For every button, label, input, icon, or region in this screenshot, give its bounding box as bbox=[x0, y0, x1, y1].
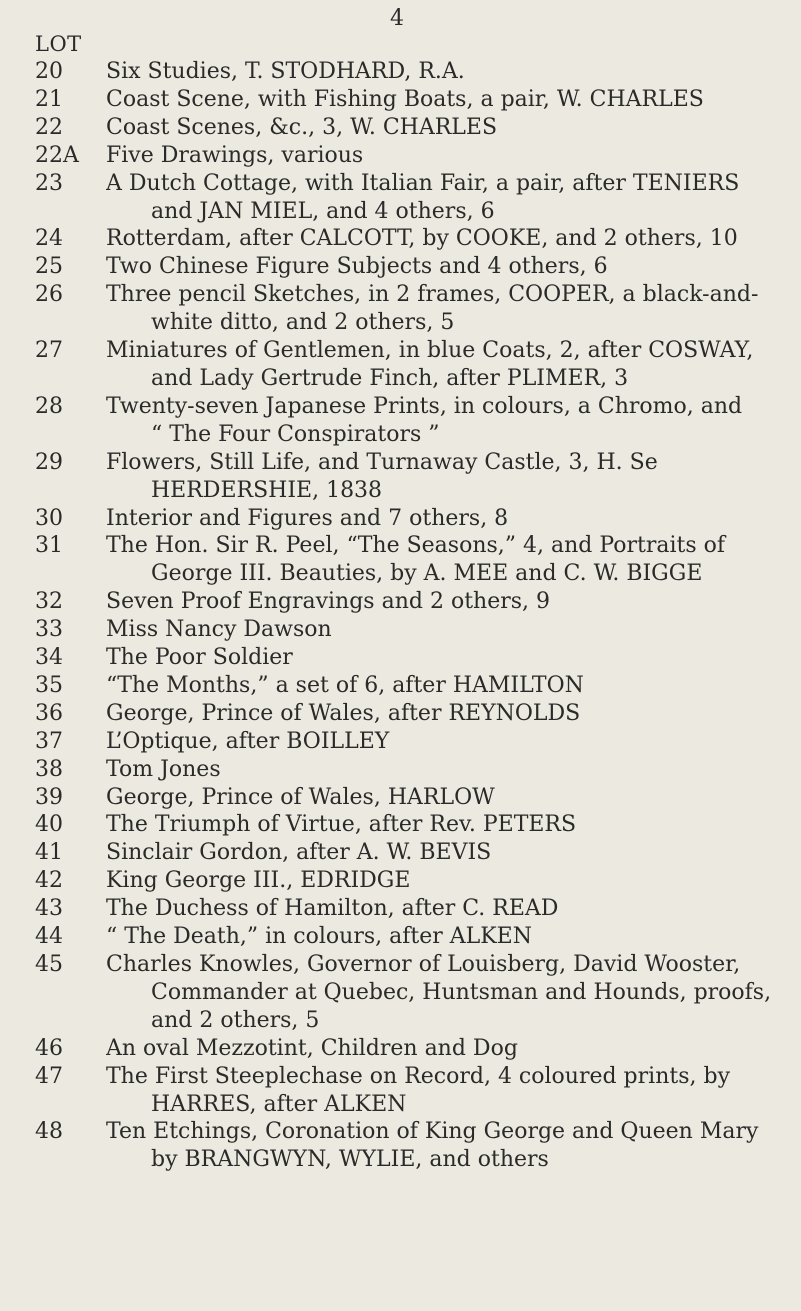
lot-description bbox=[106, 58, 796, 86]
lot-entry bbox=[0, 644, 801, 672]
lot-description-line: Tom Jones bbox=[106, 756, 221, 782]
lot-description bbox=[106, 142, 796, 170]
lot-description-line: King George III., EDRIDGE bbox=[106, 868, 411, 894]
lot-description bbox=[106, 225, 796, 253]
lot-description bbox=[106, 337, 796, 393]
lot-entry bbox=[0, 951, 801, 1035]
lot-description-line: A Dutch Cottage, with Italian Fair, a pair, after TENIERS bbox=[106, 170, 740, 196]
lot-list bbox=[0, 58, 801, 1174]
lot-entry bbox=[0, 1035, 801, 1063]
page-number: 4 bbox=[390, 6, 404, 31]
lot-description-line: The Triumph of Virtue, after Rev. PETERS bbox=[106, 812, 577, 838]
lot-description-line: by BRANGWYN, WYLIE, and others bbox=[151, 1147, 549, 1173]
lot-entry bbox=[0, 1118, 801, 1174]
lot-number: 28 bbox=[35, 393, 63, 419]
lot-number: 33 bbox=[35, 617, 63, 643]
lot-number: 36 bbox=[35, 700, 63, 726]
lot-entry bbox=[0, 170, 801, 226]
lot-entry bbox=[0, 225, 801, 253]
lot-description bbox=[106, 1118, 796, 1174]
lot-number: 42 bbox=[35, 868, 63, 894]
lot-entry bbox=[0, 867, 801, 895]
lot-entry bbox=[0, 756, 801, 784]
lot-description-line: and JAN MIEL, and 4 others, 6 bbox=[151, 198, 495, 224]
lot-number: 20 bbox=[35, 59, 63, 84]
lot-number: 45 bbox=[35, 952, 63, 977]
lot-description-line: The Hon. Sir R. Peel, “The Seasons,” 4, and Portraits of bbox=[106, 533, 726, 559]
lot-number: 34 bbox=[35, 645, 63, 671]
lot-description-line: “The Months,” a set of 6, after HAMILTON bbox=[106, 672, 584, 698]
lot-description bbox=[106, 532, 796, 588]
lot-description-line: Seven Proof Engravings and 2 others, 9 bbox=[106, 589, 551, 615]
lot-description-line: The First Steeplechase on Record, 4 coloured prints, by bbox=[106, 1063, 730, 1089]
lot-number: 23 bbox=[35, 170, 63, 196]
lot-number: 29 bbox=[35, 449, 63, 475]
lot-number: 41 bbox=[35, 840, 63, 866]
lot-description bbox=[106, 114, 796, 142]
lot-number: 26 bbox=[35, 282, 63, 308]
lot-entry bbox=[0, 505, 801, 533]
lot-description bbox=[106, 1063, 796, 1119]
lot-description bbox=[106, 784, 796, 812]
lot-description bbox=[106, 505, 796, 533]
lot-number: 47 bbox=[35, 1063, 63, 1089]
lot-description-line: Coast Scenes, &c., 3, W. CHARLES bbox=[106, 114, 498, 140]
lot-description-line: Flowers, Still Life, and Turnaway Castle, 3, H. Se bbox=[106, 449, 658, 475]
lot-entry bbox=[0, 895, 801, 923]
lot-entry bbox=[0, 281, 801, 337]
lot-entry bbox=[0, 616, 801, 644]
lot-description-line: The Duchess of Hamilton, after C. READ bbox=[106, 896, 559, 922]
lot-entry bbox=[0, 532, 801, 588]
lot-description-line: Six Studies, T. STODHARD, R.A. bbox=[106, 59, 465, 84]
lot-entry bbox=[0, 839, 801, 867]
lot-description-line: “ The Four Conspirators ” bbox=[151, 421, 440, 447]
lot-description bbox=[106, 393, 796, 449]
lot-description bbox=[106, 756, 796, 784]
lot-number: 32 bbox=[35, 589, 63, 615]
lot-description-line: Commander at Quebec, Huntsman and Hounds, proofs, bbox=[151, 979, 772, 1005]
lot-description bbox=[106, 281, 796, 337]
lot-description-line: Three pencil Sketches, in 2 frames, COOPER, a black-and- bbox=[106, 282, 759, 308]
lot-number: 24 bbox=[35, 226, 63, 252]
lot-description bbox=[106, 700, 796, 728]
lot-description bbox=[106, 644, 796, 672]
lot-description-line: Miniatures of Gentlemen, in blue Coats, 2, after COSWAY, bbox=[106, 338, 754, 364]
lot-description bbox=[106, 867, 796, 895]
lot-entry bbox=[0, 1063, 801, 1119]
lot-number: 27 bbox=[35, 338, 63, 364]
lot-description bbox=[106, 728, 796, 756]
lot-number: 38 bbox=[35, 756, 63, 782]
lot-description-line: George III. Beauties, by A. MEE and C. W. BIGGE bbox=[151, 561, 703, 587]
lot-number: 31 bbox=[35, 533, 63, 559]
lot-number: 22A bbox=[35, 142, 79, 168]
lot-number: 40 bbox=[35, 812, 63, 838]
lot-description-line: Interior and Figures and 7 others, 8 bbox=[106, 505, 509, 531]
lot-description-line: and 2 others, 5 bbox=[151, 1007, 320, 1033]
lot-entry bbox=[0, 393, 801, 449]
lot-description bbox=[106, 86, 796, 114]
lot-description bbox=[106, 839, 796, 867]
lot-description-line: white ditto, and 2 others, 5 bbox=[151, 310, 455, 336]
lot-entry bbox=[0, 253, 801, 281]
lot-number: 48 bbox=[35, 1119, 63, 1145]
lot-description-line: George, Prince of Wales, after REYNOLDS bbox=[106, 700, 581, 726]
lot-number: 30 bbox=[35, 505, 63, 531]
lot-description bbox=[106, 588, 796, 616]
lot-number: 39 bbox=[35, 784, 63, 810]
lot-description-line: HERDERSHIE, 1838 bbox=[151, 477, 383, 503]
lot-description bbox=[106, 449, 796, 505]
lot-entry bbox=[0, 86, 801, 114]
lot-entry bbox=[0, 114, 801, 142]
lot-number: 21 bbox=[35, 86, 63, 112]
lot-description-line: Rotterdam, after CALCOTT, by COOKE, and 2 others, 10 bbox=[106, 226, 738, 252]
lot-number: 35 bbox=[35, 672, 63, 698]
lot-number: 43 bbox=[35, 896, 63, 922]
lot-entry bbox=[0, 337, 801, 393]
lot-description-line: L’Optique, after BOILLEY bbox=[106, 728, 390, 754]
lot-description bbox=[106, 1035, 796, 1063]
lot-column-header: LOT bbox=[35, 32, 82, 56]
lot-description-line: Five Drawings, various bbox=[106, 142, 364, 168]
lot-entry bbox=[0, 672, 801, 700]
lot-description-line: Miss Nancy Dawson bbox=[106, 617, 332, 643]
lot-description bbox=[106, 616, 796, 644]
lot-description-line: HARRES, after ALKEN bbox=[151, 1091, 407, 1117]
lot-description-line: “ The Death,” in colours, after ALKEN bbox=[106, 924, 532, 950]
lot-description-line: and Lady Gertrude Finch, after PLIMER, 3 bbox=[151, 365, 629, 391]
lot-description bbox=[106, 170, 796, 226]
lot-number: 37 bbox=[35, 728, 63, 754]
lot-entry bbox=[0, 923, 801, 951]
lot-entry bbox=[0, 784, 801, 812]
lot-description bbox=[106, 923, 796, 951]
lot-description bbox=[106, 672, 796, 700]
lot-description-line: The Poor Soldier bbox=[106, 645, 293, 671]
lot-description-line: Two Chinese Figure Subjects and 4 others, 6 bbox=[106, 254, 608, 280]
lot-entry bbox=[0, 449, 801, 505]
lot-number: 44 bbox=[35, 924, 63, 950]
lot-description-line: George, Prince of Wales, HARLOW bbox=[106, 784, 495, 810]
lot-entry bbox=[0, 700, 801, 728]
lot-description-line: An oval Mezzotint, Children and Dog bbox=[106, 1035, 518, 1061]
lot-description bbox=[106, 951, 796, 1035]
lot-entry bbox=[0, 58, 801, 86]
lot-number: 25 bbox=[35, 254, 63, 280]
lot-description-line: Ten Etchings, Coronation of King George and Queen Mary bbox=[106, 1119, 759, 1145]
lot-description bbox=[106, 895, 796, 923]
lot-entry bbox=[0, 142, 801, 170]
lot-description bbox=[106, 811, 796, 839]
lot-entry bbox=[0, 588, 801, 616]
lot-description bbox=[106, 253, 796, 281]
lot-entry bbox=[0, 728, 801, 756]
lot-description-line: Charles Knowles, Governor of Louisberg, David Wooster, bbox=[106, 952, 741, 977]
lot-description-line: Twenty-seven Japanese Prints, in colours, a Chromo, and bbox=[106, 393, 743, 419]
lot-description-line: Sinclair Gordon, after A. W. BEVIS bbox=[106, 840, 492, 866]
lot-entry bbox=[0, 811, 801, 839]
lot-number: 22 bbox=[35, 114, 63, 140]
lot-description-line: Coast Scene, with Fishing Boats, a pair, W. CHARLES bbox=[106, 86, 704, 112]
lot-number: 46 bbox=[35, 1035, 63, 1061]
